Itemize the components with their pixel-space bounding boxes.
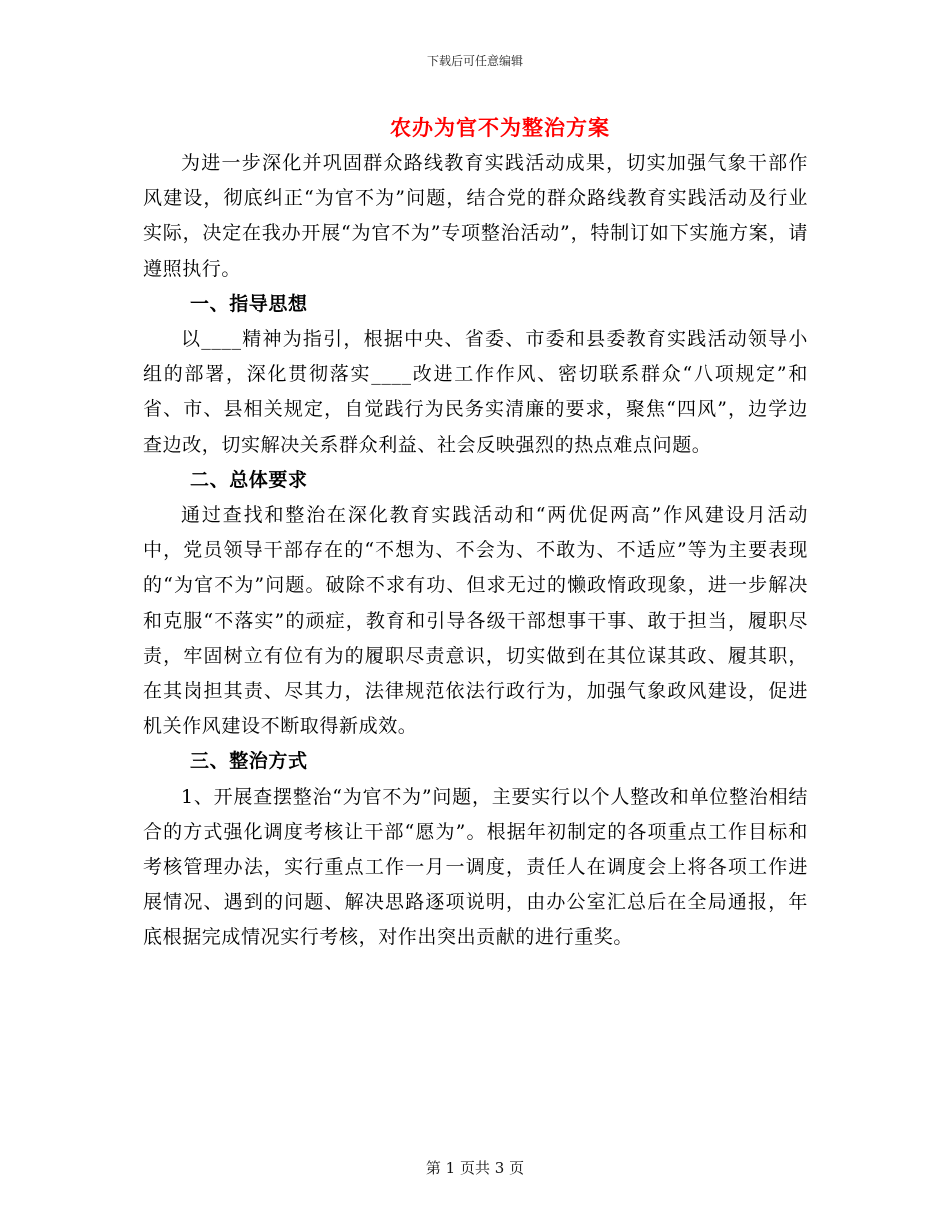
section-body-general-requirements: 通过查找和整治在深化教育实践活动和“两优促两高”作风建设月活动中，党员领导干部存在的“不想为、不会为、不敢为、不适应”等为主要表现的“为官不为”问题。破除不求有功、但求无过的懒政惰政现象，进一步解决和克服“不落实”的顽症，教育和引导各级干部想事干事、敢于担当，履职尽责，牢固树立有位有为的履职尽责意识，切实做到在其位谋其政、履其职，在其岗担其责、尽其力，法律规范依法行政行为，加强气象政风建设，促进机关作风建设不断取得新成效。 [143,504,808,738]
page-footer: 第 1 页共 3 页 [425,1159,525,1177]
section-body-guiding-ideology: 以____精神为指引，根据中央、省委、市委和县委教育实践活动领导小组的部署，深化贯彻落实____改进工作作风、密切联系群众“八项规定”和省、市、县相关规定，自觉践行为民务实清廉的要求，聚焦“四风”，边学边查边改，切实解决关系群众利益、社会反映强烈的热点难点问题。 [143,328,808,456]
section-body-rectification-methods: 1、开展查摆整治“为官不为”问题，主要实行以个人整改和单位整治相结合的方式强化调度考核让干部“愿为”。根据年初制定的各项重点工作目标和考核管理办法，实行重点工作一月一调度，责任人在调度会上将各项工作进展情况、遇到的问题、解决思路逐项说明，由办公室汇总后在全局通报，年底根据完成情况实行考核，对作出突出贡献的进行重奖。 [143,785,808,949]
section-heading-rectification-methods: 三、整治方式 [190,750,308,773]
header-note: 下载后可任意编辑 [426,54,523,68]
document-title: 农办为官不为整治方案 [390,115,610,140]
section-heading-general-requirements: 二、总体要求 [190,468,308,491]
section-heading-guiding-ideology: 一、指导思想 [190,292,308,315]
intro-paragraph: 为进一步深化并巩固群众路线教育实践活动成果，切实加强气象干部作风建设，彻底纠正“为官不为”问题，结合党的群众路线教育实践活动及行业实际，决定在我办开展“为官不为”专项整治活动”，特制订如下实施方案，请遵照执行。 [143,152,808,280]
document-body [143,146,808,956]
